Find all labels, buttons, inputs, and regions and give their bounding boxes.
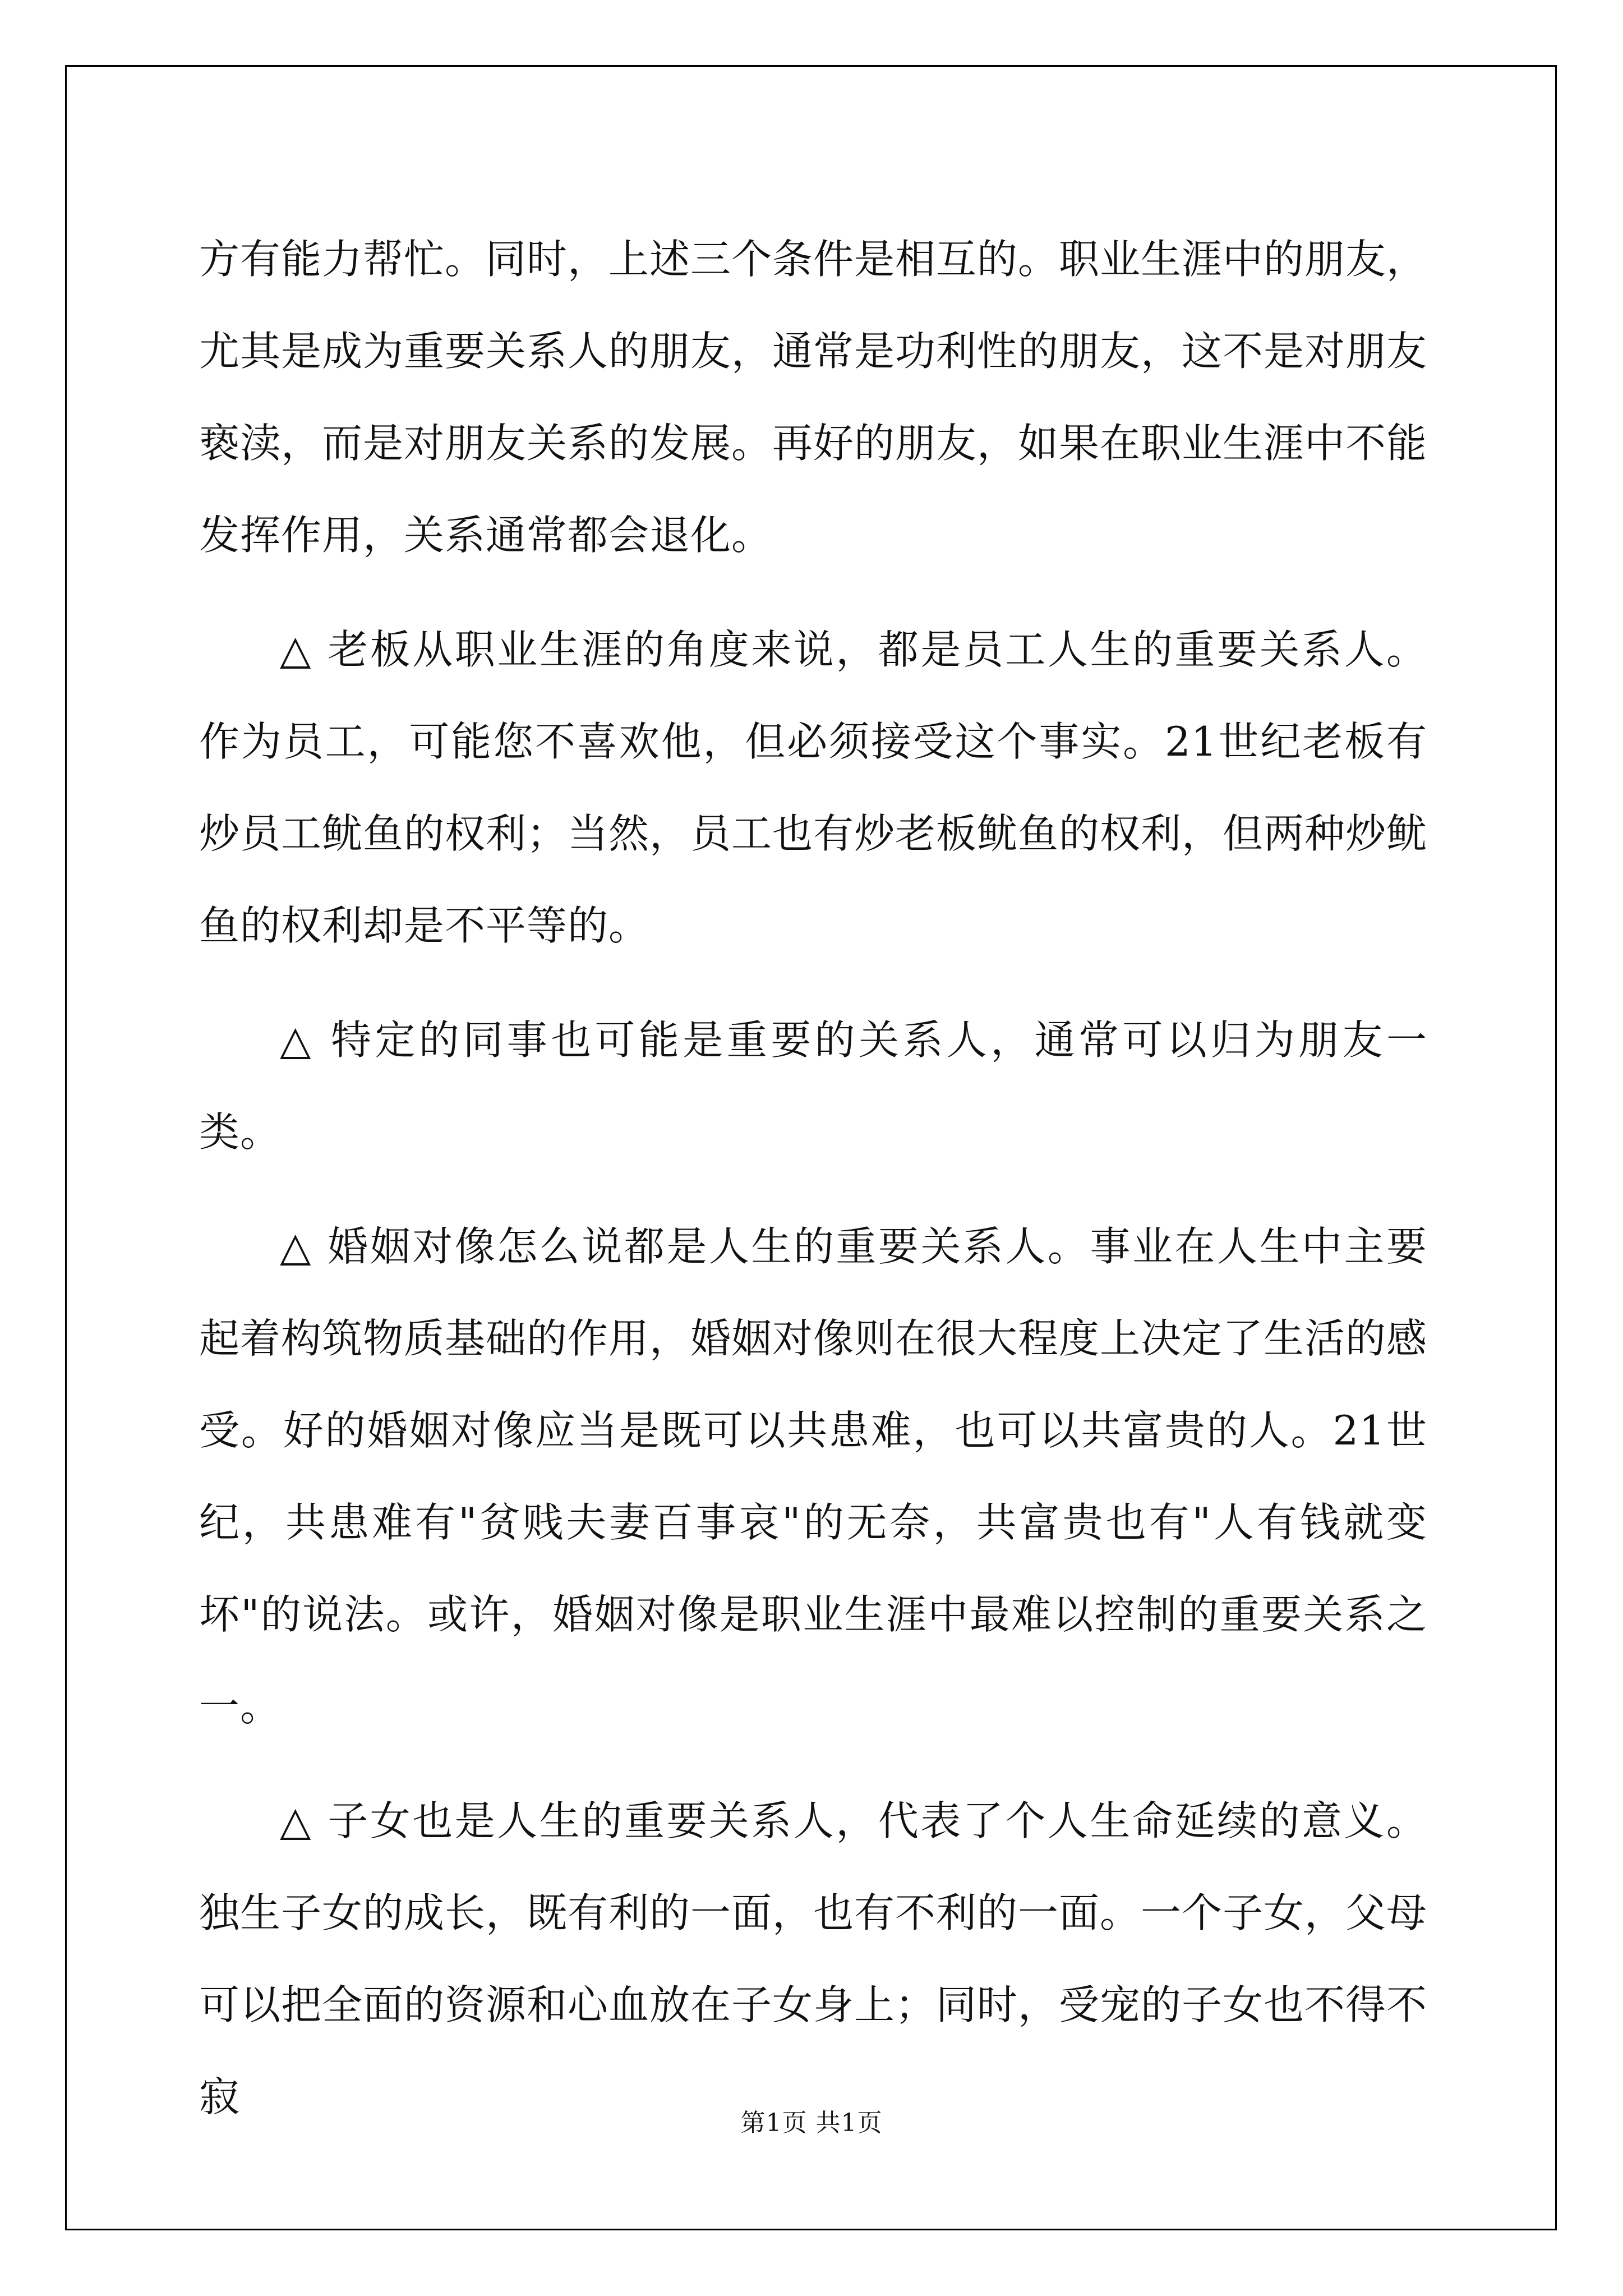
document-body bbox=[199, 213, 1427, 2143]
paragraph-5: △ 子女也是人生的重要关系人，代表了个人生命延续的意义。独生子女的成长，既有利的一面，也有不利的一面。一个子女，父母可以把全面的资源和心血放在子女身上；同时，受宠的子女也不得不寂 bbox=[199, 1797, 1428, 2120]
paragraph-3: △ 特定的同事也可能是重要的关系人，通常可以归为朋友一类。 bbox=[199, 1016, 1427, 1156]
paragraph-2: △ 老板从职业生涯的角度来说，都是员工人生的重要关系人。作为员工，可能您不喜欢他，但必须接受这个事实。21世纪老板有炒员工鱿鱼的权利；当然，员工也有炒老板鱿鱼的权利，但两种炒鱿鱼的权利却是不平等的。 bbox=[199, 626, 1428, 949]
page-footer: 第1页 共1页 bbox=[740, 2109, 883, 2137]
paragraph-4: △ 婚姻对像怎么说都是人生的重要关系人。事业在人生中主要起着构筑物质基础的作用，婚姻对像则在很大程度上决定了生活的感受。好的婚姻对像应当是既可以共患难，也可以共富贵的人。21世纪，共患难有"贫贱夫妻百事哀"的无奈，共富贵也有"人有钱就变坏"的说法。或许，婚姻对像是职业生涯中最难以控制的重要关系之一。 bbox=[199, 1223, 1428, 1730]
paragraph-1: 方有能力帮忙。同时，上述三个条件是相互的。职业生涯中的朋友，尤其是成为重要关系人的朋友，通常是功利性的朋友，这不是对朋友亵渎，而是对朋友关系的发展。再好的朋友，如果在职业生涯中不能发挥作用，关系通常都会退化。 bbox=[199, 236, 1428, 559]
